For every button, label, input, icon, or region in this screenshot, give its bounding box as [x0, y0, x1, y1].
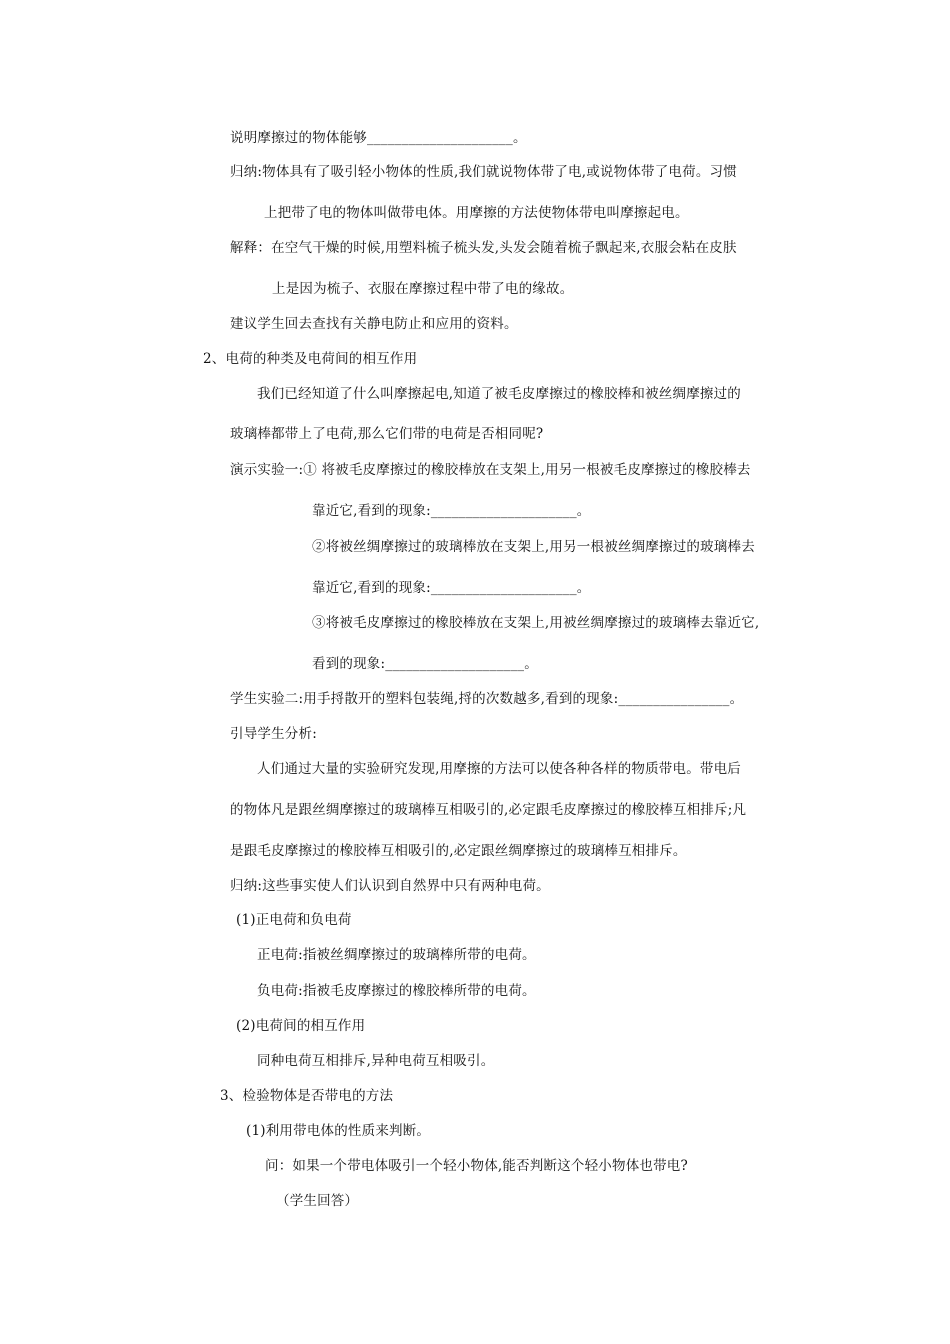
- text-line: 负电荷:指被毛皮摩擦过的橡胶棒所带的电荷。: [257, 983, 536, 999]
- text-line: 上是因为梳子、衣服在摩擦过程中带了电的缘故。: [272, 281, 574, 297]
- text-line: 我们已经知道了什么叫摩擦起电,知道了被毛皮摩擦过的橡胶棒和被丝绸摩擦过的: [257, 386, 741, 402]
- text-line: 的物体凡是跟丝绸摩擦过的玻璃棒互相吸引的,必定跟毛皮摩擦过的橡胶棒互相排斥;凡: [230, 802, 747, 818]
- text-line: 玻璃棒都带上了电荷,那么它们带的电荷是否相同呢?: [230, 426, 544, 442]
- subsection-heading: (1)正电荷和负电荷: [236, 912, 352, 928]
- text-line: 建议学生回去查找有关静电防止和应用的资料。: [230, 316, 518, 332]
- text-line: 学生实验二:用手捋散开的塑料包装绳,捋的次数越多,看到的现象:________________。: [230, 691, 744, 707]
- text-line: 上把带了电的物体叫做带电体。用摩擦的方法使物体带电叫摩擦起电。: [264, 205, 689, 221]
- text-line: 靠近它,看到的现象:_____________________。: [312, 580, 591, 596]
- text-line: 解释：在空气干燥的时候,用塑料梳子梳头发,头发会随着梳子飘起来,衣服会粘在皮肤: [230, 240, 737, 256]
- section-heading: 2、电荷的种类及电荷间的相互作用: [203, 351, 418, 367]
- question-line: 问：如果一个带电体吸引一个轻小物体,能否判断这个轻小物体也带电?: [265, 1158, 688, 1174]
- text-line: 引导学生分析:: [230, 726, 317, 742]
- text-line: 人们通过大量的实验研究发现,用摩擦的方法可以使各种各样的物质带电。带电后: [257, 761, 741, 777]
- text-line: 同种电荷互相排斥,异种电荷互相吸引。: [257, 1053, 495, 1069]
- text-line: 演示实验一:① 将被毛皮摩擦过的橡胶棒放在支架上,用另一根被毛皮摩擦过的橡胶棒去: [230, 462, 751, 478]
- text-line: 是跟毛皮摩擦过的橡胶棒互相吸引的,必定跟丝绸摩擦过的玻璃棒互相排斥。: [230, 843, 687, 859]
- subsection-heading: (2)电荷间的相互作用: [236, 1018, 366, 1034]
- text-line: 靠近它,看到的现象:_____________________。: [312, 503, 591, 519]
- text-line: （学生回答）: [276, 1193, 359, 1209]
- text-line: ③将被毛皮摩擦过的橡胶棒放在支架上,用被丝绸摩擦过的玻璃棒去靠近它,: [312, 615, 760, 631]
- text-line: 归纳:物体具有了吸引轻小物体的性质,我们就说物体带了电,或说物体带了电荷。习惯: [230, 164, 737, 180]
- text-line: 归纳:这些事实使人们认识到自然界中只有两种电荷。: [230, 878, 550, 894]
- section-heading: 3、检验物体是否带电的方法: [220, 1088, 394, 1104]
- text-line: 说明摩擦过的物体能够_____________________。: [230, 130, 527, 146]
- subsection-heading: (1)利用带电体的性质来判断。: [246, 1123, 431, 1139]
- text-line: 看到的现象:____________________。: [312, 656, 538, 672]
- text-line: ②将被丝绸摩擦过的玻璃棒放在支架上,用另一根被丝绸摩擦过的玻璃棒去: [312, 539, 755, 555]
- text-line: 正电荷:指被丝绸摩擦过的玻璃棒所带的电荷。: [257, 947, 536, 963]
